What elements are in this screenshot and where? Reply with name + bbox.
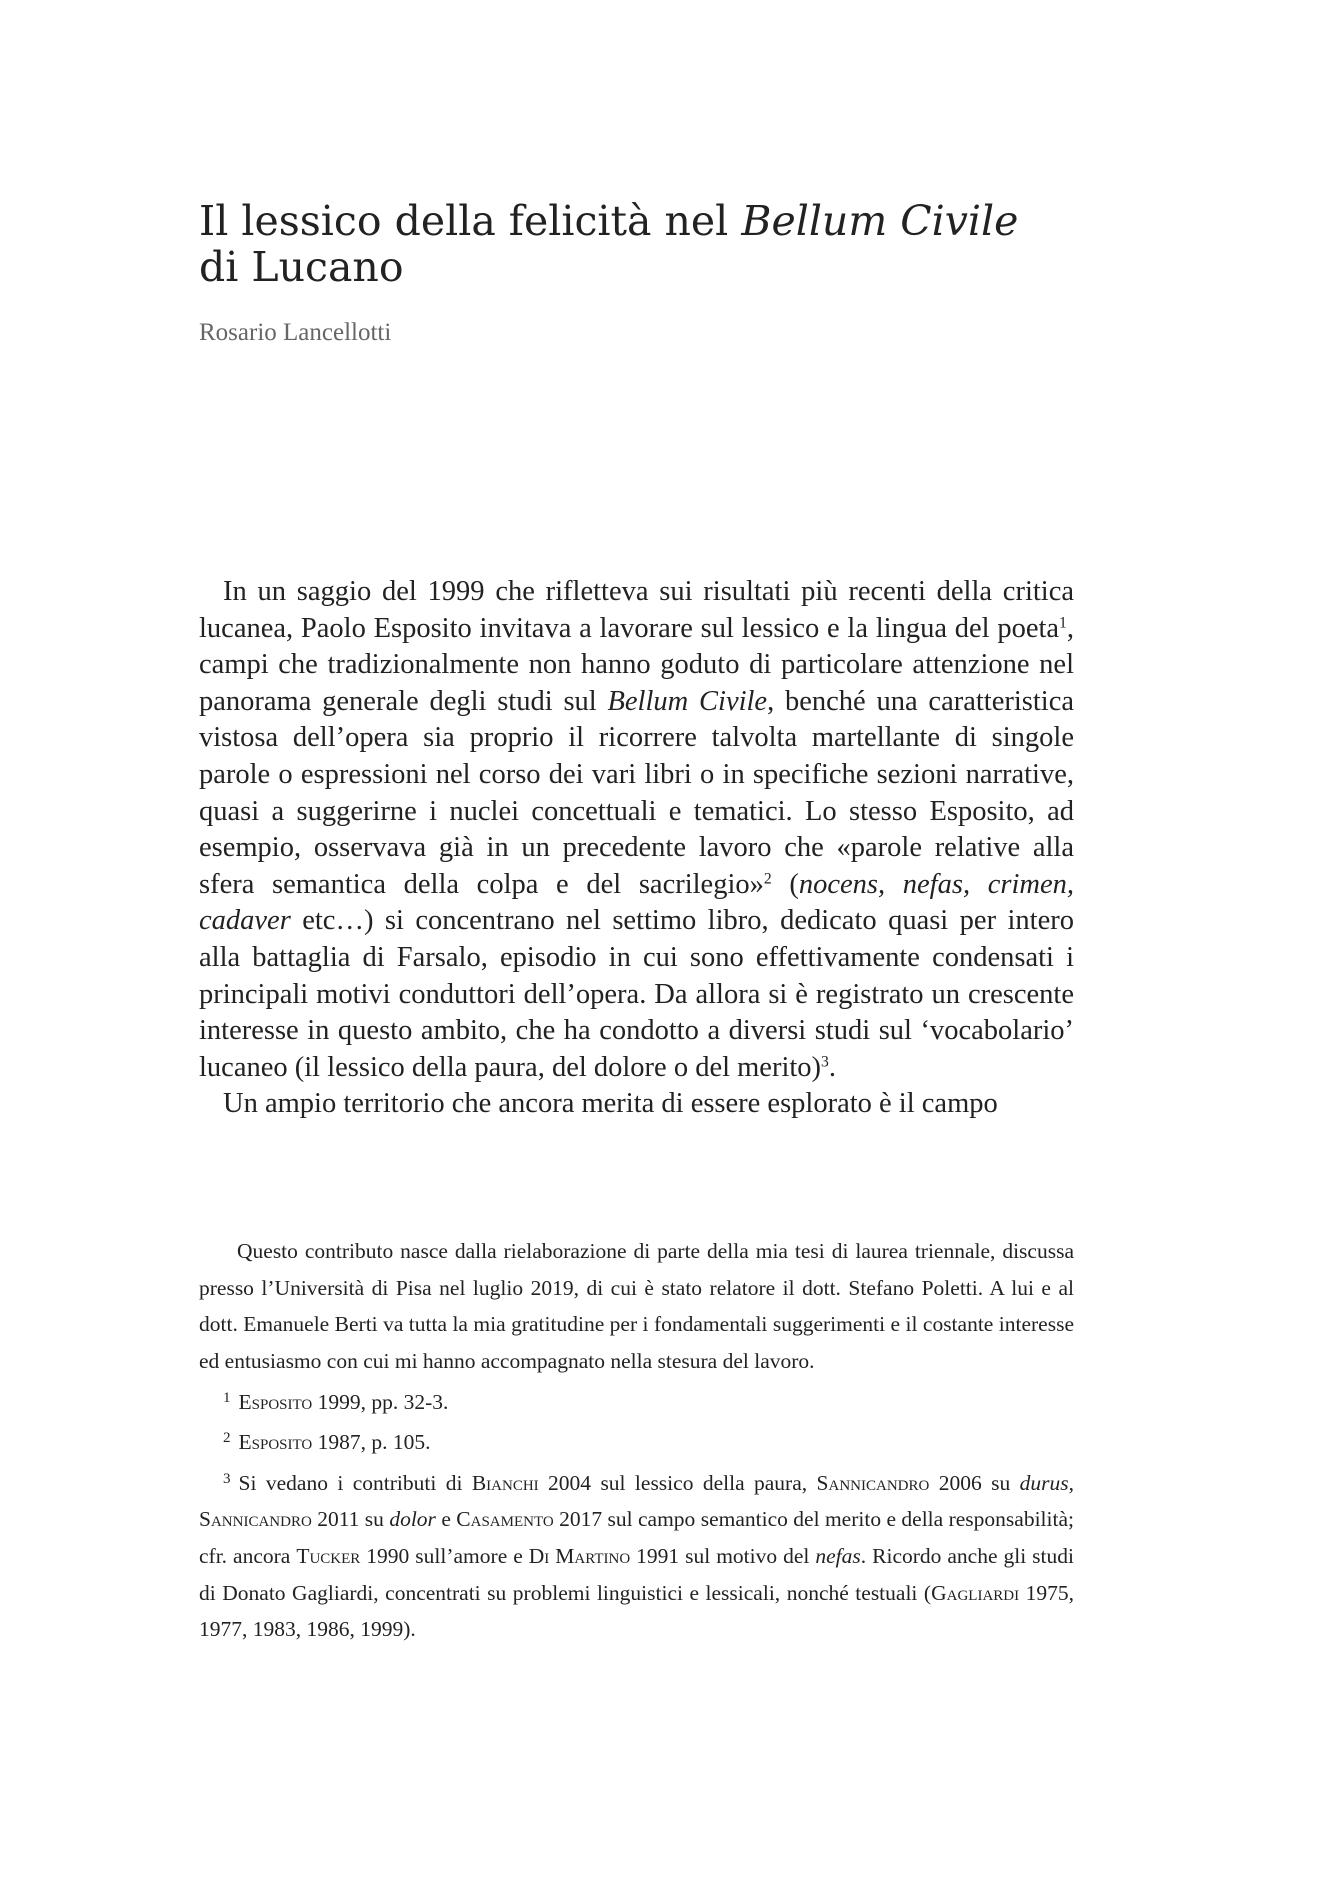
author-ref: Bianchi [471, 1470, 539, 1495]
text-run: 1999, pp. 32-3. [312, 1389, 449, 1414]
acknowledgement-note: Questo contributo nasce dalla rielaborazione di parte della mia tesi di laurea triennale, discussa presso l’Università di Pisa nel luglio 2019, di cui è stato relatore il dott. Stefano Poletti. A lui e al dott. Emanuele Berti va tutta la mia gratitudine per i fondamentali suggerimenti e il costante interesse ed entusiasmo con cui mi hanno accompagnato nella stesura del lavoro. [199, 1239, 1074, 1374]
author-ref: Sannicandro [199, 1507, 312, 1532]
text-run: , campi che tradizionalmente non hanno goduto di particolare attenzione nel panorama generale degli studi sul [199, 612, 1074, 717]
author-ref: Casamento [456, 1507, 554, 1532]
italic-run: nefas [815, 1543, 861, 1568]
text-run: In un saggio del 1999 che rifletteva sui risultati più recenti della critica lucanea, Paolo Esposito invitava a lavorare sul lessico e la lingua del poeta [199, 576, 1074, 644]
author-ref: Gagliardi [931, 1580, 1020, 1605]
footnote-ref: 3 [821, 1053, 829, 1071]
text-run: Si vedano i contributi di [238, 1470, 472, 1495]
footnote [199, 1420, 1074, 1460]
article-title [199, 198, 1099, 290]
text-run: ( [771, 868, 799, 900]
author-ref: Sannicandro [816, 1470, 930, 1495]
footnote-ref: 2 [763, 870, 772, 888]
text-run: . [828, 1051, 836, 1083]
footnote-ref: 1 [1059, 614, 1067, 632]
footnote [199, 1461, 1074, 1648]
title-italic: Bellum Civile [741, 197, 1019, 245]
footnote-number: 1 [223, 1389, 231, 1406]
italic-run: nocens, nefas, crimen, cadaver [199, 868, 1074, 937]
footnote-number: 2 [223, 1430, 231, 1447]
text-run: 2011 su [311, 1507, 390, 1532]
text-run: 1990 sull’amore e [360, 1543, 529, 1568]
title-line2: di Lucano [199, 243, 404, 291]
text-run: 1991 sul motivo del [630, 1543, 816, 1568]
text-run: 2004 sul lessico della paura, [538, 1470, 817, 1495]
text-run: . Ricordo anche gli studi di Donato Gagliardi, concentrati su problemi linguistici e lessicali, nonché testuali ( [199, 1543, 1074, 1605]
title-text: Il lessico della felicità nel [199, 197, 742, 245]
italic-run: dolor [389, 1507, 436, 1532]
text-run: 2006 su [929, 1470, 1020, 1495]
text-run: , [1068, 1470, 1074, 1495]
italic-run: Bellum Civile [607, 685, 768, 717]
body-text [199, 574, 1074, 1123]
text-run: 2017 sul campo semantico del merito e della responsabilità; cfr. ancora [199, 1507, 1074, 1568]
author-ref: Esposito [238, 1389, 313, 1414]
author-ref: Esposito [238, 1430, 313, 1455]
author-ref: Tucker [296, 1543, 361, 1568]
paragraph: Un ampio territorio che ancora merita di essere esplorato è il campo [223, 1088, 998, 1120]
italic-run: durus [1019, 1470, 1069, 1495]
footnote-number: 3 [223, 1470, 231, 1487]
paragraph [199, 574, 1074, 1086]
author-ref: Di Martino [528, 1543, 631, 1568]
footnote [199, 1380, 1074, 1420]
text-run: , benché una caratteristica vistosa dell’opera sia proprio il ricorrere talvolta martellante di singole parole o espressioni nel corso dei vari libri o in specifiche sezioni narrative, quasi a suggerirne i nuclei concettuali e tematici. Lo stesso Esposito, ad esempio, osservava già in un precedente lavoro che «parole relative alla sfera semantica della colpa e del sacrilegio» [199, 685, 1074, 900]
text-run: etc…) si concentrano nel settimo libro, dedicato quasi per intero alla battaglia di Farsalo, episodio in cui sono effettivamente condensati i principali motivi conduttori dell’opera. Da allora si è registrato un crescente interesse in questo ambito, che ha condotto a diversi studi sul ‘vocabolario’ lucaneo (il lessico della paura, del dolore o del merito) [199, 905, 1074, 1083]
text-run: e [435, 1507, 457, 1532]
author-name: Rosario Lancellotti [199, 319, 392, 346]
text-run: 1987, p. 105. [312, 1430, 431, 1455]
text-run: 1975, 1977, 1983, 1986, 1999). [199, 1580, 1075, 1642]
footnotes [199, 1233, 1074, 1648]
